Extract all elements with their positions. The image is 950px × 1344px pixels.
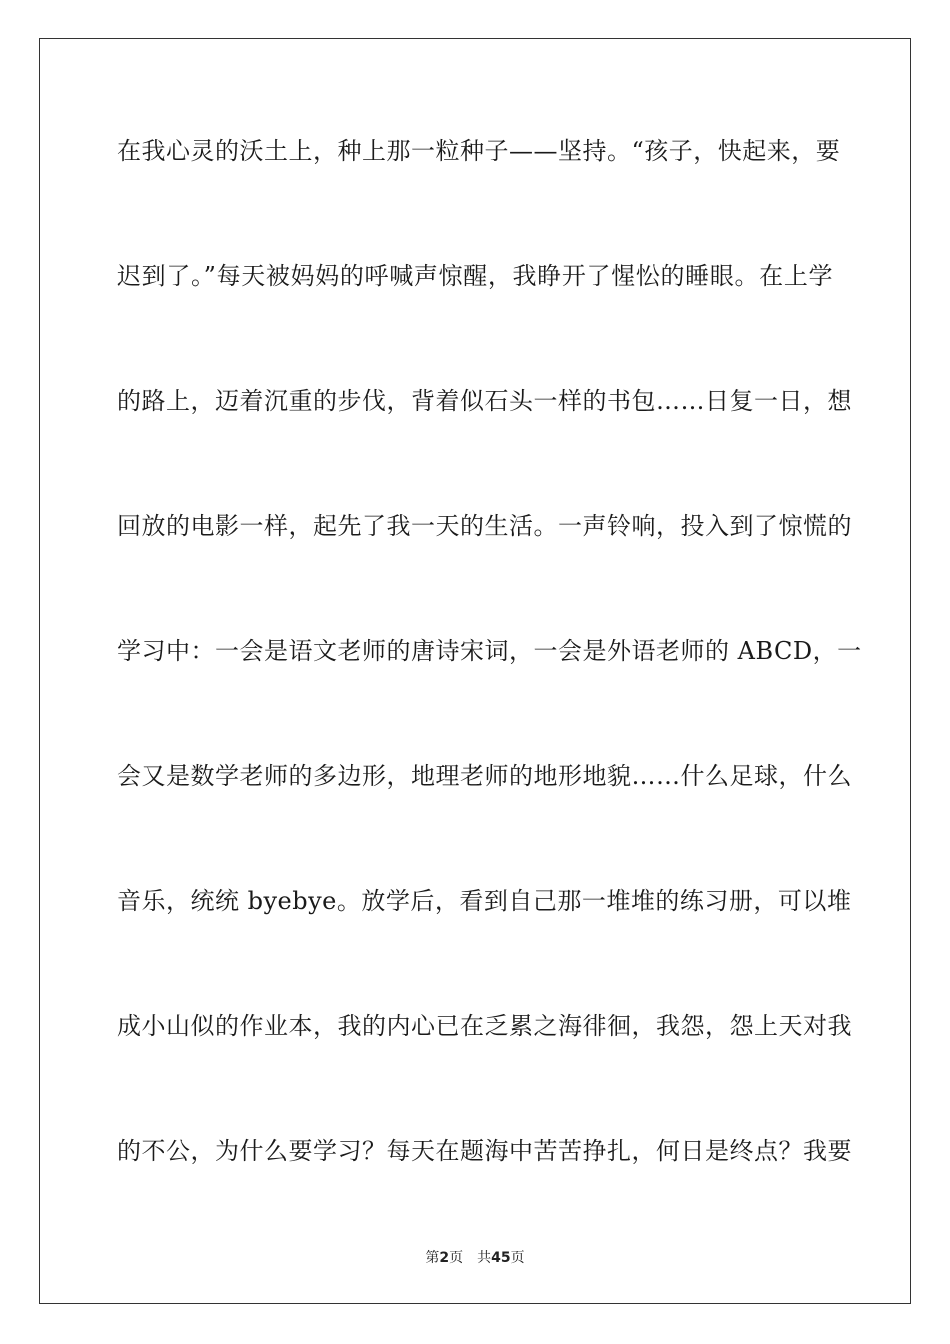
page-suffix: 页 bbox=[449, 1250, 464, 1266]
page-number: 2 bbox=[439, 1250, 450, 1266]
body-line: 学习中：一会是语文老师的唐诗宋词，一会是外语老师的 ABCD，一 bbox=[117, 637, 862, 665]
body-line: 音乐，统统 byebye。放学后，看到自己那一堆堆的练习册，可以堆 bbox=[117, 887, 852, 915]
total-prefix: 共 bbox=[477, 1250, 492, 1266]
page-footer bbox=[0, 1249, 950, 1267]
body-line: 会又是数学老师的多边形，地理老师的地形地貌……什么足球，什么 bbox=[117, 762, 852, 790]
body-line: 回放的电影一样，起先了我一天的生活。一声铃响，投入到了惊慌的 bbox=[117, 512, 852, 540]
body-line: 的不公，为什么要学习？每天在题海中苦苦挣扎，何日是终点？我要 bbox=[117, 1137, 852, 1165]
document-body bbox=[117, 131, 862, 1256]
body-line: 在我心灵的沃土上，种上那一粒种子——坚持。“孩子，快起来，要 bbox=[117, 137, 841, 165]
total-pages: 45 bbox=[491, 1250, 511, 1266]
body-line: 迟到了。”每天被妈妈的呼喊声惊醒，我睁开了惺忪的睡眼。在上学 bbox=[117, 262, 833, 290]
body-line: 成小山似的作业本，我的内心已在乏累之海徘徊，我怨，怨上天对我 bbox=[117, 1012, 852, 1040]
page-prefix: 第 bbox=[425, 1250, 440, 1266]
body-line: 的路上，迈着沉重的步伐，背着似石头一样的书包……日复一日，想 bbox=[117, 387, 852, 415]
total-suffix: 页 bbox=[510, 1250, 525, 1266]
